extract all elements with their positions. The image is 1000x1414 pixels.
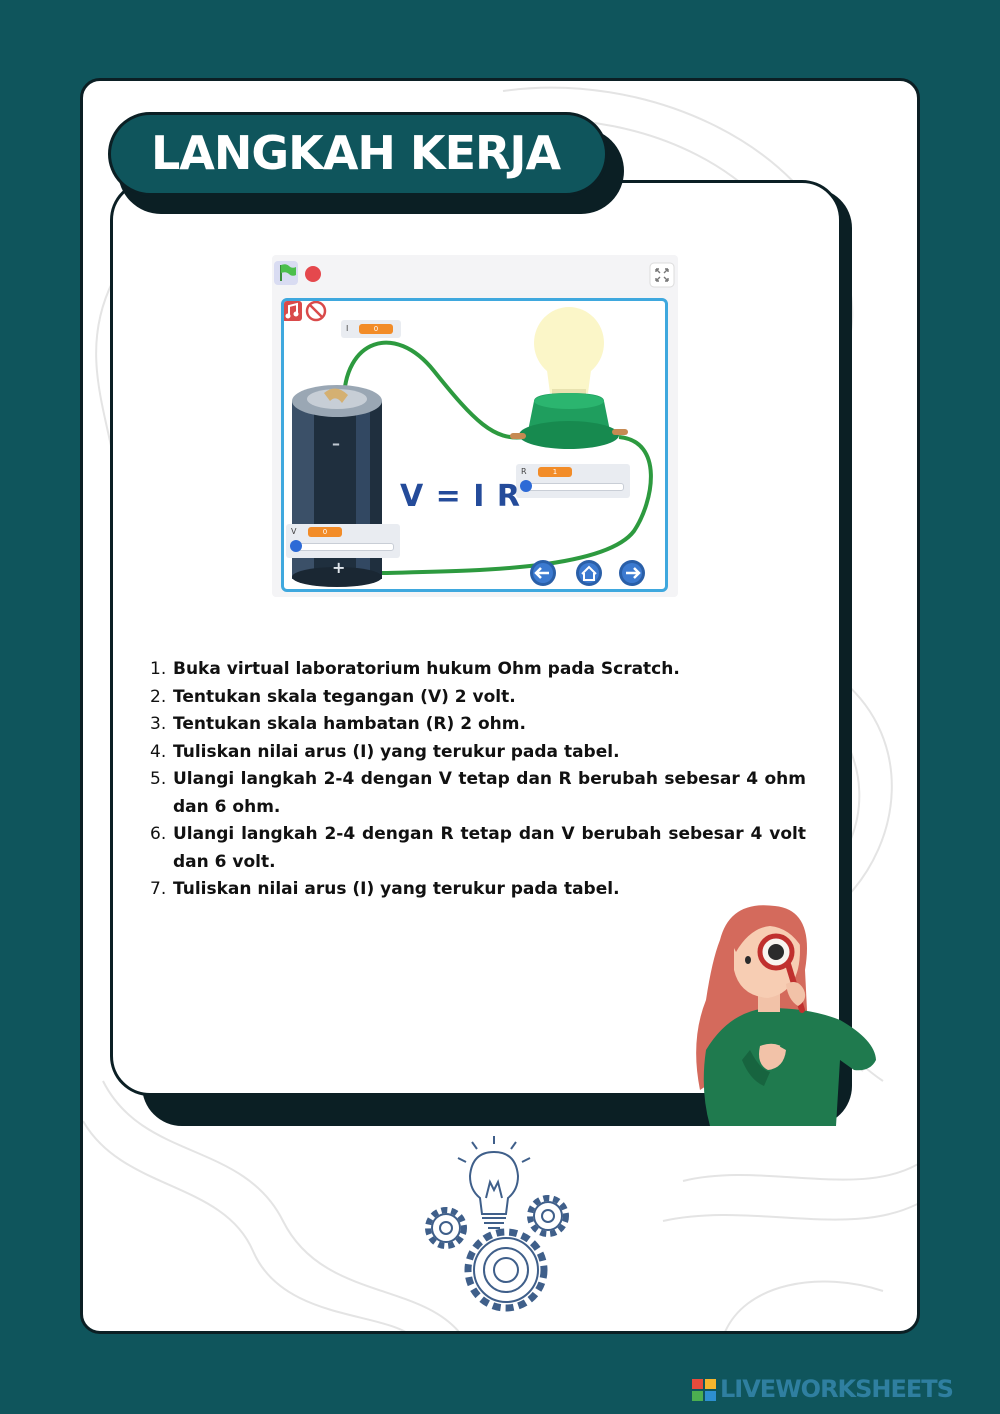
step-number: 7. (150, 879, 167, 899)
step-item (150, 821, 806, 876)
step-item (150, 766, 806, 821)
step-text: Tentukan skala hambatan (R) 2 ohm. (173, 714, 526, 734)
step-number: 3. (150, 714, 167, 734)
arrow-left-icon[interactable] (530, 560, 556, 586)
voltage-slider-knob[interactable] (290, 540, 302, 552)
step-text: Tentukan skala tegangan (V) 2 volt. (173, 686, 516, 707)
step-item (150, 739, 806, 767)
step-number: 6. (150, 824, 167, 844)
current-monitor-label: I (346, 324, 349, 333)
battery-plus: + (332, 558, 346, 577)
stop-icon[interactable] (305, 266, 321, 282)
steps-list (150, 656, 806, 904)
resistance-slider-label: R (521, 467, 527, 476)
light-bulb-icon (510, 307, 628, 449)
resistance-slider-knob[interactable] (520, 480, 532, 492)
arrow-right-icon[interactable] (619, 560, 645, 586)
liveworksheets-logo-icon (692, 1379, 716, 1401)
green-flag-icon[interactable] (274, 261, 298, 285)
step-item (150, 656, 806, 684)
girl-magnifier-illustration (690, 900, 882, 1128)
ohm-law-formula: V = I R (400, 479, 521, 514)
step-item (150, 684, 806, 712)
step-text: Tuliskan nilai arus (I) yang terukur pada tabel. (173, 741, 620, 762)
step-number: 2. (150, 686, 167, 707)
scratch-simulation (272, 255, 678, 597)
step-item (150, 711, 806, 739)
step-text: Ulangi langkah 2-4 dengan R tetap dan V berubah sebesar 4 volt dan 6 volt. (173, 824, 806, 872)
step-text: Buka virtual laboratorium hukum Ohm pada Scratch. (173, 659, 680, 679)
voltage-slider-monitor (286, 524, 400, 558)
current-monitor-value: 0 (359, 324, 393, 334)
fullscreen-icon[interactable] (650, 263, 674, 287)
resistance-slider-value: 1 (538, 467, 572, 477)
brand-name: LIVEWORKSHEETS (720, 1375, 953, 1403)
sim-toolbar (272, 255, 678, 298)
resistance-slider-track[interactable] (522, 483, 624, 491)
page-title: LANGKAH KERJA (151, 126, 561, 180)
step-number: 5. (150, 769, 167, 789)
current-monitor (341, 320, 401, 338)
battery-minus: – (332, 434, 340, 453)
no-sign-icon[interactable] (307, 302, 325, 320)
step-number: 4. (150, 741, 167, 762)
step-text: Tuliskan nilai arus (I) yang terukur pada tabel. (173, 879, 620, 899)
home-icon[interactable] (576, 560, 602, 586)
title-banner (108, 112, 608, 196)
resistance-slider-monitor (516, 464, 630, 498)
music-icon[interactable] (284, 301, 302, 321)
bulb-gears-illustration (416, 1132, 582, 1316)
step-number: 1. (150, 659, 167, 679)
voltage-slider-label: V (291, 527, 297, 536)
voltage-slider-track[interactable] (292, 543, 394, 551)
step-text: Ulangi langkah 2-4 dengan V tetap dan R berubah sebesar 4 ohm dan 6 ohm. (173, 769, 806, 817)
voltage-slider-value: 0 (308, 527, 342, 537)
sim-stage[interactable] (281, 298, 668, 592)
